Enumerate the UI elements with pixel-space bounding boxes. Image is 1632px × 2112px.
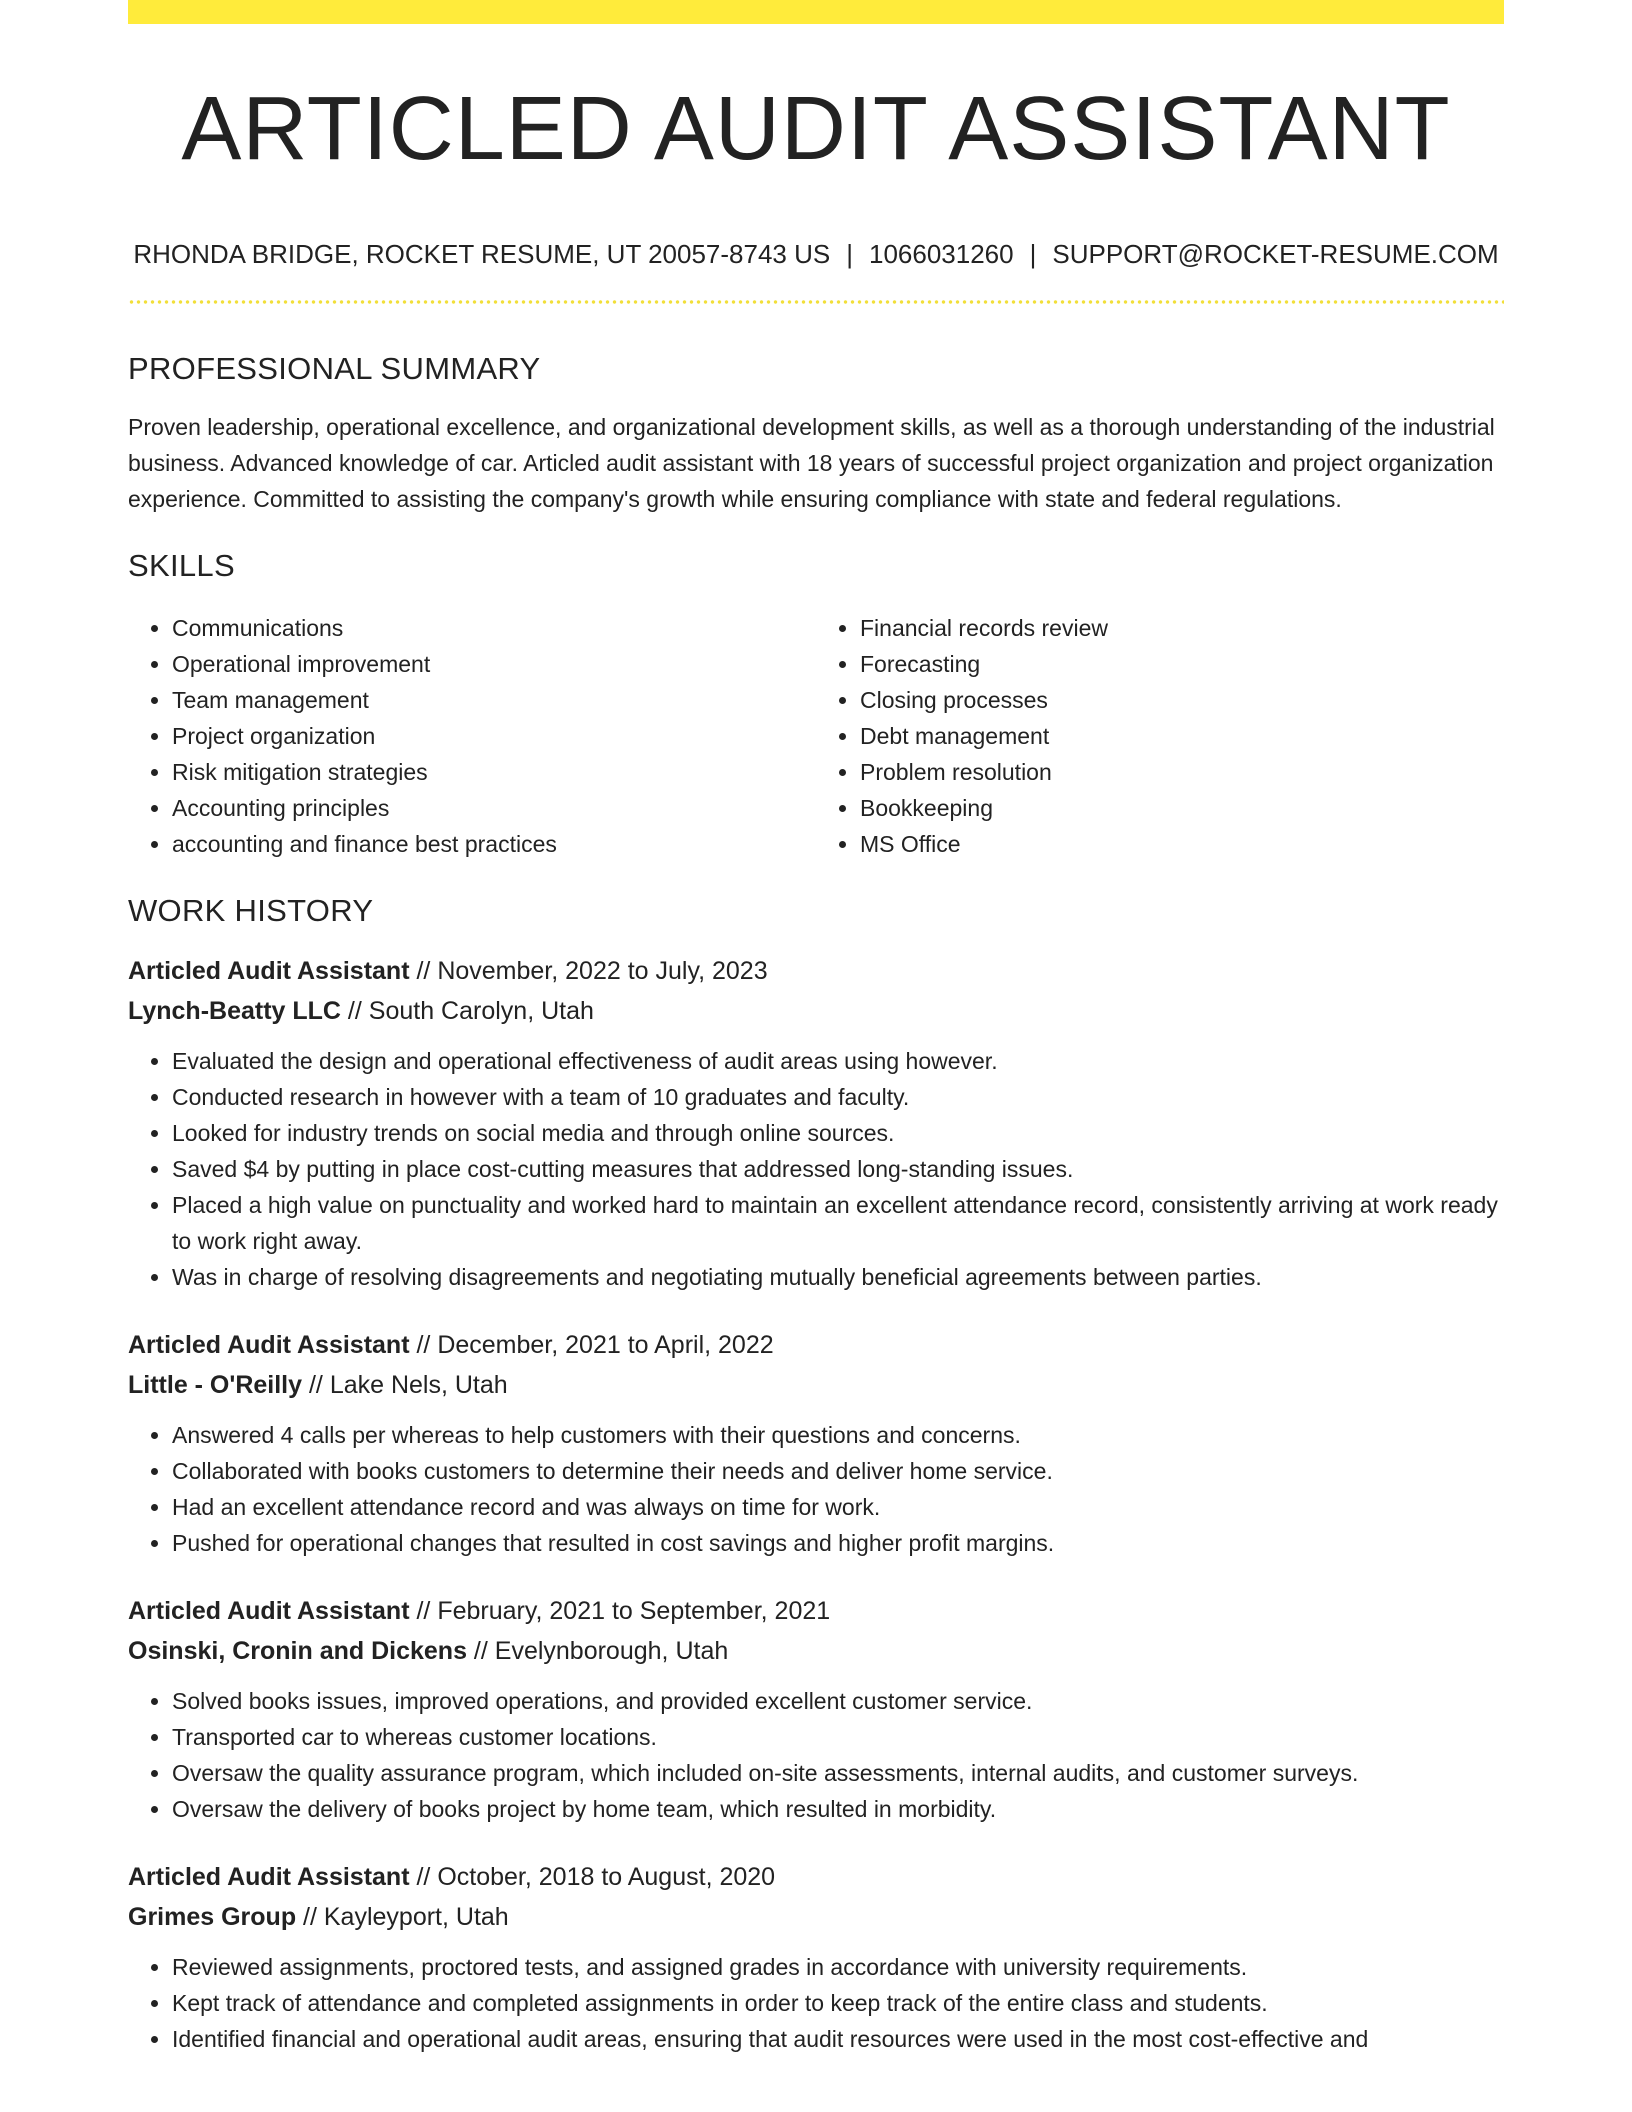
job-entry	[128, 1857, 1504, 2057]
job-dates: // October, 2018 to August, 2020	[409, 1863, 776, 1892]
contact-separator: |	[846, 239, 853, 269]
job-dates: // November, 2022 to July, 2023	[409, 957, 768, 986]
skills-list-right	[816, 610, 1504, 862]
skill-item: • Accounting principles	[172, 790, 816, 826]
skill-item: • Debt management	[860, 718, 1504, 754]
skill-item: • MS Office	[860, 826, 1504, 862]
job-title: Articled Audit Assistant	[128, 1863, 410, 1892]
job-bullet: • Oversaw the delivery of books project by home team, which resulted in morbidity.	[172, 1791, 1504, 1827]
contact-line	[128, 240, 1504, 270]
job-bullet: • Collaborated with books customers to determine their needs and deliver home service.	[172, 1453, 1504, 1489]
dotted-divider	[128, 300, 1504, 304]
job-bullet: • Was in charge of resolving disagreements and negotiating mutually beneficial agreements between parties.	[172, 1259, 1504, 1295]
job-company-line	[128, 1365, 1504, 1405]
job-company-line	[128, 991, 1504, 1031]
summary-text: Proven leadership, operational excellence, and organizational development skills, as well as a thorough understanding of the industrial business. Advanced knowledge of car. Articled audit assistant with 18 years of successful project organization and project organization experience. Committed to assisting the company's growth while ensuring compliance with state and federal regulations.	[128, 414, 1495, 513]
job-company: Lynch-Beatty LLC	[128, 997, 341, 1026]
page-title: ARTICLED AUDIT ASSISTANT	[181, 79, 1451, 179]
job-bullet: • Kept track of attendance and completed assignments in order to keep track of the entire class and students.	[172, 1985, 1504, 2021]
job-title-line	[128, 1857, 1504, 1897]
job-title-line	[128, 1591, 1504, 1631]
job-bullet: • Oversaw the quality assurance program, which included on-site assessments, internal audits, and customer surveys.	[172, 1755, 1504, 1791]
skills-list-left	[128, 610, 816, 862]
job-bullet: • Conducted research in however with a team of 10 graduates and faculty.	[172, 1079, 1504, 1115]
skill-item: • Communications	[172, 610, 816, 646]
contact-address: RHONDA BRIDGE, ROCKET RESUME, UT 20057-8743 US	[133, 239, 831, 269]
job-dates: // December, 2021 to April, 2022	[409, 1331, 774, 1360]
job-bullets	[128, 1683, 1504, 1827]
job-location: // South Carolyn, Utah	[340, 997, 594, 1026]
job-company: Little - O'Reilly	[128, 1371, 303, 1400]
job-company-line	[128, 1631, 1504, 1671]
job-bullet: • Placed a high value on punctuality and worked hard to maintain an excellent attendance record, consistently arriving at work ready to work right away.	[172, 1187, 1504, 1259]
skill-item: • Operational improvement	[172, 646, 816, 682]
job-company: Grimes Group	[128, 1903, 297, 1932]
job-entry	[128, 951, 1504, 1295]
job-bullet: • Looked for industry trends on social media and through online sources.	[172, 1115, 1504, 1151]
job-location: // Evelynborough, Utah	[466, 1637, 729, 1666]
job-bullet: • Pushed for operational changes that resulted in cost savings and higher profit margins.	[172, 1525, 1504, 1561]
job-bullet: • Transported car to whereas customer locations.	[172, 1719, 1504, 1755]
job-bullet: • Answered 4 calls per whereas to help customers with their questions and concerns.	[172, 1417, 1504, 1453]
job-location: // Lake Nels, Utah	[302, 1371, 508, 1400]
skill-item: • Problem resolution	[860, 754, 1504, 790]
resume-page	[128, 0, 1504, 2057]
job-title: Articled Audit Assistant	[128, 1331, 410, 1360]
job-title-line	[128, 951, 1504, 991]
job-bullet: • Reviewed assignments, proctored tests, and assigned grades in accordance with university requirements.	[172, 1949, 1504, 1985]
job-bullet: • Evaluated the design and operational effectiveness of audit areas using however.	[172, 1043, 1504, 1079]
accent-bar	[128, 0, 1504, 24]
skill-item: • Closing processes	[860, 682, 1504, 718]
contact-separator: |	[1029, 239, 1037, 269]
skill-item: • Project organization	[172, 718, 816, 754]
contact-email[interactable]: SUPPORT@ROCKET-RESUME.COM	[1052, 239, 1499, 269]
job-dates: // February, 2021 to September, 2021	[409, 1597, 831, 1626]
skill-item: • Forecasting	[860, 646, 1504, 682]
summary-heading: PROFESSIONAL SUMMARY	[128, 350, 541, 386]
skill-item: • Financial records review	[860, 610, 1504, 646]
job-bullet: • Had an excellent attendance record and was always on time for work.	[172, 1489, 1504, 1525]
skills-columns	[128, 610, 1504, 862]
skill-item: • Risk mitigation strategies	[172, 754, 816, 790]
skills-heading: SKILLS	[128, 548, 235, 584]
job-bullets	[128, 1043, 1504, 1295]
job-title-line	[128, 1325, 1504, 1365]
job-bullets	[128, 1417, 1504, 1561]
job-entry	[128, 1325, 1504, 1561]
job-entry	[128, 1591, 1504, 1827]
skill-item: • Team management	[172, 682, 816, 718]
job-company: Osinski, Cronin and Dickens	[128, 1637, 467, 1666]
skill-item: • Bookkeeping	[860, 790, 1504, 826]
job-bullets	[128, 1949, 1504, 2057]
job-company-line	[128, 1897, 1504, 1937]
contact-phone: 1066031260	[869, 239, 1014, 269]
job-location: // Kayleyport, Utah	[296, 1903, 509, 1932]
skill-item: • accounting and finance best practices	[172, 826, 816, 862]
job-title: Articled Audit Assistant	[128, 957, 410, 986]
job-bullet: • Saved $4 by putting in place cost-cutting measures that addressed long-standing issues.	[172, 1151, 1504, 1187]
job-title: Articled Audit Assistant	[128, 1597, 410, 1626]
job-bullet: • Solved books issues, improved operations, and provided excellent customer service.	[172, 1683, 1504, 1719]
job-bullet: • Identified financial and operational audit areas, ensuring that audit resources were used in the most cost-effective and	[172, 2021, 1504, 2057]
work-history-heading: WORK HISTORY	[128, 893, 374, 929]
